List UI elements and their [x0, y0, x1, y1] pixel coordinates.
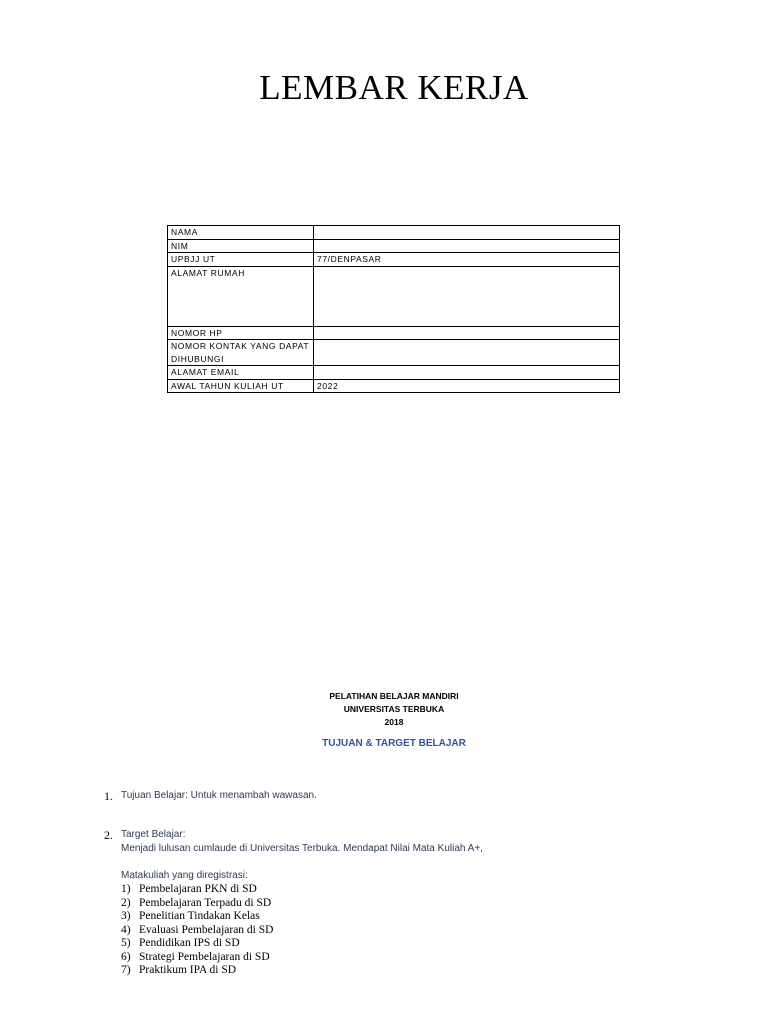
- course-number: 4): [121, 923, 131, 936]
- row-value-alamat-email: [314, 366, 620, 380]
- course-number: 3): [121, 910, 131, 922]
- row-value-nomor-kontak: [314, 340, 620, 366]
- row-value-awal-tahun: 2022: [314, 379, 620, 393]
- course-name: Evaluasi Pembelajaran di SD: [139, 923, 274, 936]
- course-number: 5): [121, 937, 131, 949]
- row-value-nim: [314, 239, 620, 253]
- row-value-nama: [314, 226, 620, 240]
- course-name: Pembelajaran PKN di SD: [139, 883, 257, 895]
- table-row: [168, 239, 620, 253]
- table-row: [168, 340, 620, 366]
- row-label-nim: NIM: [168, 239, 314, 253]
- list-item: [121, 883, 273, 897]
- course-number: 7): [121, 964, 131, 976]
- table-row: [168, 379, 620, 393]
- course-name: Strategi Pembelajaran di SD: [139, 950, 270, 963]
- table-row: [168, 326, 620, 340]
- table-row: [168, 366, 620, 380]
- table-row: [168, 226, 620, 240]
- list-item: [121, 964, 273, 978]
- list-item: [121, 924, 273, 938]
- section-heading: TUJUAN & TARGET BELAJAR: [322, 738, 466, 749]
- learning-target-text: Menjadi lulusan cumlaude di Universitas Terbuka. Mendapat Nilai Mata Kuliah A+,: [121, 843, 483, 854]
- row-value-upbjj: 77/DENPASAR: [314, 253, 620, 267]
- item-1-number: 1.: [104, 789, 113, 803]
- learning-goal-text: Tujuan Belajar: Untuk menambah wawasan.: [121, 790, 317, 801]
- course-name: Praktikum IPA di SD: [139, 964, 237, 976]
- course-number: 6): [121, 950, 131, 963]
- row-label-awal-tahun: AWAL TAHUN KULIAH UT: [168, 379, 314, 393]
- list-item: [121, 951, 273, 965]
- learning-target-title: Target Belajar:: [121, 829, 186, 840]
- row-label-nama: NAMA: [168, 226, 314, 240]
- row-label-upbjj: UPBJJ UT: [168, 253, 314, 267]
- program-year: 2018: [384, 717, 404, 727]
- student-info-table: [167, 225, 620, 393]
- university-name: UNIVERSITAS TERBUKA: [343, 704, 445, 714]
- program-title: PELATIHAN BELAJAR MANDIRI: [329, 691, 459, 701]
- course-name: Penelitian Tindakan Kelas: [139, 910, 260, 922]
- list-item: [121, 910, 273, 924]
- row-label-nomor-hp: NOMOR HP: [168, 326, 314, 340]
- item-2-number: 2.: [104, 828, 113, 842]
- list-item: [121, 897, 273, 911]
- course-name: Pendidikan IPS di SD: [139, 937, 240, 949]
- course-list: [121, 883, 273, 978]
- course-number: 1): [121, 883, 131, 895]
- row-label-alamat-rumah: ALAMAT RUMAH: [168, 266, 314, 326]
- table-row: [168, 266, 620, 326]
- table-row: [168, 253, 620, 267]
- row-label-nomor-kontak: NOMOR KONTAK YANG DAPAT DIHUBUNGI: [168, 340, 314, 366]
- course-name: Pembelajaran Terpadu di SD: [139, 896, 272, 909]
- list-item: [121, 937, 273, 951]
- row-label-alamat-email: ALAMAT EMAIL: [168, 366, 314, 380]
- page-title: LEMBAR KERJA: [259, 68, 529, 107]
- courses-title: Matakuliah yang diregistrasi:: [121, 870, 248, 881]
- course-number: 2): [121, 896, 131, 909]
- row-value-alamat-rumah: [314, 266, 620, 326]
- row-value-nomor-hp: [314, 326, 620, 340]
